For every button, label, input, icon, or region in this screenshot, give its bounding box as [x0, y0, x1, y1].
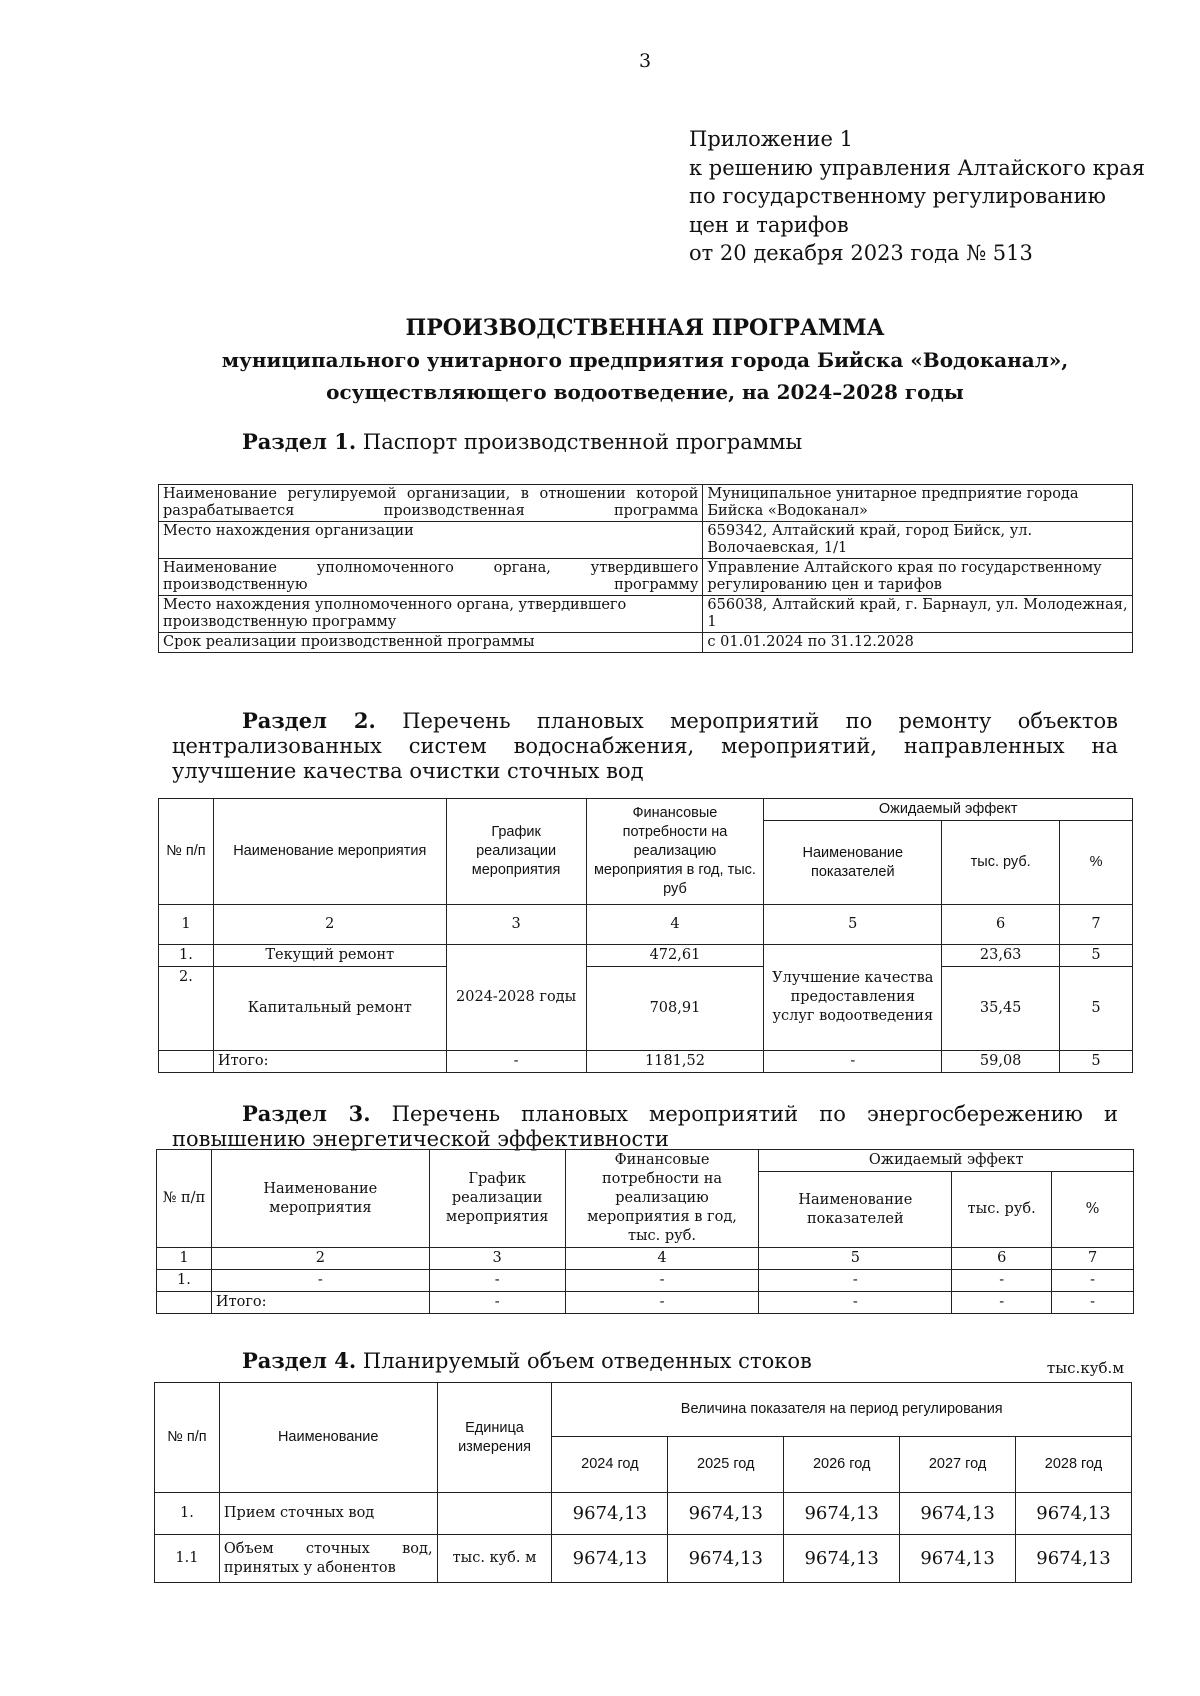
passport-table	[158, 484, 1133, 653]
col-header-indicator: Наименование показателей	[764, 821, 942, 905]
col-header-effect: Ожидаемый эффект	[759, 1150, 1134, 1172]
col-number: 5	[759, 1248, 952, 1270]
section-3-label: Раздел 3.	[242, 1101, 371, 1126]
section-2-heading	[172, 708, 1118, 784]
row-value: 9674,13	[668, 1493, 784, 1535]
passport-value: 656038, Алтайский край, г. Барнаул, ул. Молодежная, 1	[703, 596, 1133, 633]
col-header-year: 2025 год	[668, 1437, 784, 1493]
col-number: 4	[586, 905, 764, 945]
row-schedule: 2024-2028 годы	[446, 945, 586, 1051]
appendix-block	[689, 125, 1145, 268]
col-header-thous: тыс. руб.	[952, 1172, 1052, 1248]
row-pct: 5	[1060, 945, 1133, 967]
total-thous: 59,08	[942, 1051, 1060, 1073]
row-finance: 472,61	[586, 945, 764, 967]
col-header-name: Наименование	[219, 1383, 437, 1493]
col-number: 4	[565, 1248, 759, 1270]
row-thous: 23,63	[942, 945, 1060, 967]
table-row	[155, 1493, 1132, 1535]
row-value: 9674,13	[900, 1535, 1016, 1583]
total-empty	[159, 1051, 214, 1073]
row-finance: 708,91	[586, 967, 764, 1051]
row-thous: 35,45	[942, 967, 1060, 1051]
total-schedule: -	[446, 1051, 586, 1073]
row-num: 1.	[157, 1270, 212, 1292]
col-header-year: 2027 год	[900, 1437, 1016, 1493]
col-header-schedule: График реализации мероприятия	[446, 799, 586, 905]
col-header-name: Наименование мероприятия	[213, 799, 446, 905]
row-num: 2.	[159, 967, 214, 1051]
wastewater-volume-table	[154, 1382, 1132, 1583]
row-pct: 5	[1060, 967, 1133, 1051]
table-row	[159, 559, 1133, 596]
passport-label: Срок реализации производственной программы	[159, 633, 703, 653]
col-header-thous: тыс. руб.	[942, 821, 1060, 905]
row-name: -	[211, 1270, 429, 1292]
total-indicator: -	[759, 1292, 952, 1314]
col-header-indicator: Наименование показателей	[759, 1172, 952, 1248]
repair-measures-table	[158, 798, 1133, 1073]
table-row	[159, 967, 1133, 1051]
row-finance: -	[565, 1270, 759, 1292]
row-unit	[437, 1493, 552, 1535]
row-value: 9674,13	[668, 1535, 784, 1583]
col-header-num: № п/п	[157, 1150, 212, 1248]
section-3-text: Перечень плановых мероприятий по энергосбережению и повышению энергетической эффективности	[172, 1102, 1118, 1151]
col-number: 2	[213, 905, 446, 945]
total-indicator: -	[764, 1051, 942, 1073]
col-number: 1	[157, 1248, 212, 1270]
table-total-row	[159, 1051, 1133, 1073]
total-thous: -	[952, 1292, 1052, 1314]
col-header-year: 2028 год	[1016, 1437, 1132, 1493]
col-number: 3	[429, 1248, 565, 1270]
row-name: Прием сточных вод	[219, 1493, 437, 1535]
energy-measures-table	[156, 1149, 1134, 1314]
row-value: 9674,13	[900, 1493, 1016, 1535]
section-1-label: Раздел 1.	[242, 429, 357, 454]
section-4-text: Планируемый объем отведенных стоков	[362, 1349, 812, 1373]
appendix-line: по государственному регулированию	[689, 184, 1106, 208]
table-row	[155, 1535, 1132, 1583]
col-header-finance: Финансовые потребности на реализацию мероприятия в год, тыс. руб.	[565, 1150, 759, 1248]
title-line-3: осуществляющего водоотведение, на 2024–2028 годы	[326, 380, 964, 404]
col-number: 3	[446, 905, 586, 945]
passport-label: Наименование регулируемой организации, в отношении которой разрабатывается производственная программа	[159, 485, 703, 522]
section-1-text: Паспорт производственной программы	[362, 430, 803, 454]
row-name: Текущий ремонт	[213, 945, 446, 967]
row-value: 9674,13	[784, 1493, 900, 1535]
table-header-row	[159, 799, 1133, 821]
col-header-num: № п/п	[155, 1383, 220, 1493]
col-number: 7	[1052, 1248, 1134, 1270]
col-header-num: № п/п	[159, 799, 214, 905]
total-finance: -	[565, 1292, 759, 1314]
table-header-row	[155, 1383, 1132, 1437]
unit-note: тыс.куб.м	[1046, 1359, 1124, 1377]
row-pct: -	[1052, 1270, 1134, 1292]
section-4-heading	[242, 1348, 812, 1374]
row-unit: тыс. куб. м	[437, 1535, 552, 1583]
table-row	[159, 485, 1133, 522]
total-schedule: -	[429, 1292, 565, 1314]
document-title	[150, 312, 1140, 408]
section-2-label: Раздел 2.	[242, 708, 376, 733]
title-line-2: муниципального унитарного предприятия города Бийска «Водоканал»,	[221, 348, 1069, 372]
col-header-pct: %	[1052, 1172, 1134, 1248]
col-header-year: 2024 год	[552, 1437, 668, 1493]
column-number-row	[157, 1248, 1134, 1270]
row-value: 9674,13	[552, 1535, 668, 1583]
total-pct: 5	[1060, 1051, 1133, 1073]
passport-value: с 01.01.2024 по 31.12.2028	[703, 633, 1133, 653]
appendix-line: от 20 декабря 2023 года № 513	[689, 241, 1033, 265]
passport-label: Место нахождения уполномоченного органа, утвердившего производственную программу	[159, 596, 703, 633]
section-1-heading	[242, 429, 802, 455]
table-row	[159, 596, 1133, 633]
table-total-row	[157, 1292, 1134, 1314]
passport-label: Наименование уполномоченного органа, утвердившего производственную программу	[159, 559, 703, 596]
row-num: 1.1	[155, 1535, 220, 1583]
row-schedule: -	[429, 1270, 565, 1292]
section-3-heading	[172, 1101, 1118, 1152]
appendix-line: к решению управления Алтайского края	[689, 155, 1145, 180]
col-header-effect: Ожидаемый эффект	[764, 799, 1133, 821]
row-value: 9674,13	[1016, 1493, 1132, 1535]
col-header-year: 2026 год	[784, 1437, 900, 1493]
col-number: 2	[211, 1248, 429, 1270]
row-value: 9674,13	[1016, 1535, 1132, 1583]
col-number: 7	[1060, 905, 1133, 945]
total-label: Итого:	[211, 1292, 429, 1314]
col-number: 6	[952, 1248, 1052, 1270]
row-thous: -	[952, 1270, 1052, 1292]
total-finance: 1181,52	[586, 1051, 764, 1073]
section-4-label: Раздел 4.	[242, 1348, 357, 1373]
column-number-row	[159, 905, 1133, 945]
table-header-row	[157, 1150, 1134, 1172]
row-name: Капитальный ремонт	[213, 967, 446, 1051]
table-row	[159, 633, 1133, 653]
total-pct: -	[1052, 1292, 1134, 1314]
col-header-unit: Единица измерения	[437, 1383, 552, 1493]
row-num: 1.	[155, 1493, 220, 1535]
col-header-finance: Финансовые потребности на реализацию мероприятия в год, тыс. руб	[586, 799, 764, 905]
table-row	[159, 945, 1133, 967]
row-indicator: Улучшение качества предоставления услуг водоотведения	[764, 945, 942, 1051]
row-indicator: -	[759, 1270, 952, 1292]
row-num: 1.	[159, 945, 214, 967]
section-2-text: Перечень плановых мероприятий по ремонту объектов централизованных систем водоснабжения, мероприятий, направленных на улучшение качества очистки сточных вод	[172, 709, 1118, 783]
row-value: 9674,13	[784, 1535, 900, 1583]
col-number: 5	[764, 905, 942, 945]
total-empty	[157, 1292, 212, 1314]
col-header-period: Величина показателя на период регулирования	[552, 1383, 1132, 1437]
appendix-line: цен и тарифов	[689, 212, 849, 237]
passport-value: Муниципальное унитарное предприятие города Бийска «Водоканал»	[703, 485, 1133, 522]
passport-label: Место нахождения организации	[159, 522, 703, 559]
col-number: 1	[159, 905, 214, 945]
total-label: Итого:	[213, 1051, 446, 1073]
col-header-name: Наименование мероприятия	[211, 1150, 429, 1248]
col-header-schedule: График реализации мероприятия	[429, 1150, 565, 1248]
table-row	[157, 1270, 1134, 1292]
row-value: 9674,13	[552, 1493, 668, 1535]
row-name: Объем сточных вод, принятых у абонентов	[219, 1535, 437, 1583]
passport-value: 659342, Алтайский край, город Бийск, ул. Волочаевская, 1/1	[703, 522, 1133, 559]
col-number: 6	[942, 905, 1060, 945]
page-number: 3	[638, 50, 652, 72]
col-header-pct: %	[1060, 821, 1133, 905]
title-line-1: ПРОИЗВОДСТВЕННАЯ ПРОГРАММА	[405, 315, 885, 341]
appendix-line: Приложение 1	[689, 127, 853, 151]
table-row	[159, 522, 1133, 559]
passport-value: Управление Алтайского края по государственному регулированию цен и тарифов	[703, 559, 1133, 596]
